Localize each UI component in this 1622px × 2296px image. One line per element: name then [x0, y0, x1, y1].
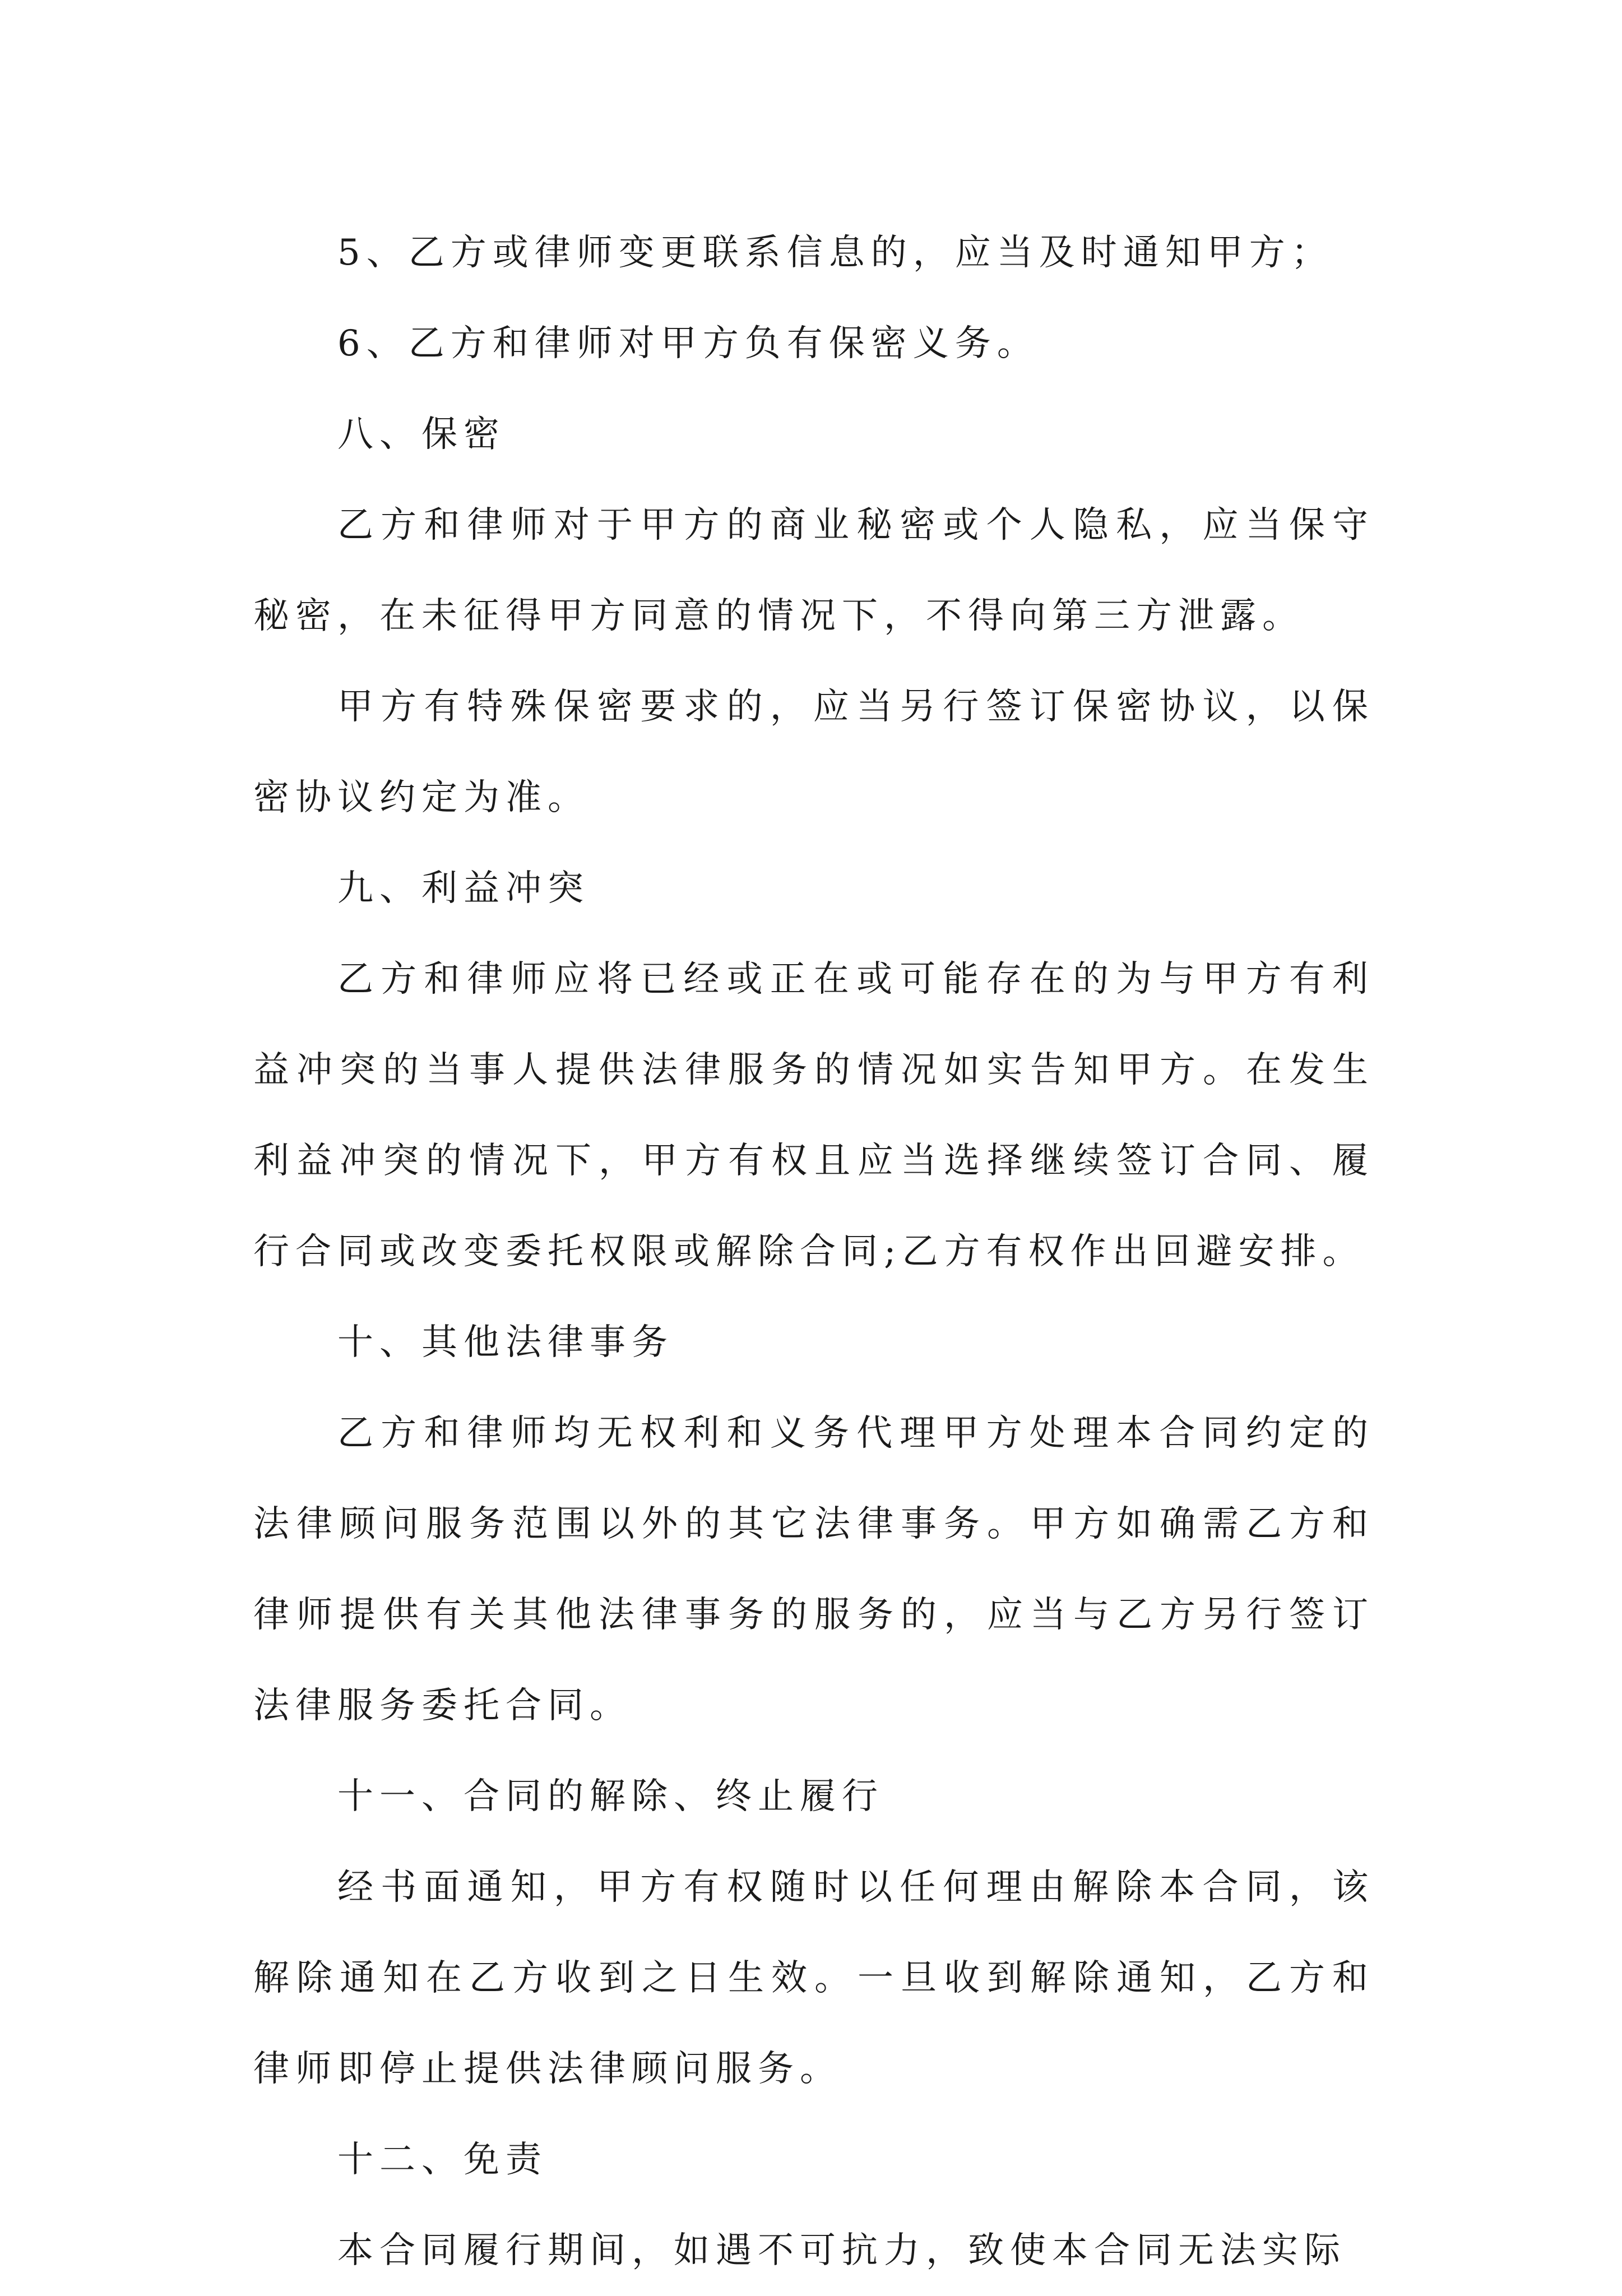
- conflict-of-interest-paragraph: 乙方和律师应将已经或正在或可能存在的为与甲方有利益冲突的当事人提供法律服务的情况如实告知甲方。在发生利益冲突的情况下，甲方有权且应当选择继续签订合同、履行合同或改变委托权限或解除合同;乙方有权作出回避安排。: [253, 959, 1374, 1272]
- section-heading-confidentiality: 八、保密: [337, 414, 506, 455]
- confidentiality-paragraph-1: 乙方和律师对于甲方的商业秘密或个人隐私，应当保守秘密，在未征得甲方同意的情况下，不得向第三方泄露。: [253, 504, 1374, 637]
- document-body: [253, 207, 1374, 2296]
- exemption-paragraph: 本合同履行期间，如遇不可抗力，致使本合同无法实际: [337, 2230, 1346, 2271]
- clause-item-5: 5、乙方或律师变更联系信息的，应当及时通知甲方；: [337, 232, 1333, 274]
- other-legal-matters-paragraph: 乙方和律师均无权利和义务代理甲方处理本合同约定的法律顾问服务范围以外的其它法律事务。甲方如确需乙方和律师提供有关其他法律事务的服务的，应当与乙方另行签订法律服务委托合同。: [253, 1413, 1374, 1726]
- section-heading-termination: 十一、合同的解除、终止履行: [337, 1776, 884, 1817]
- confidentiality-paragraph-2: 甲方有特殊保密要求的，应当另行签订保密协议，以保密协议约定为准。: [253, 686, 1374, 818]
- section-heading-conflict-of-interest: 九、利益冲突: [337, 868, 590, 909]
- section-heading-exemption: 十二、免责: [337, 2139, 548, 2181]
- section-heading-other-legal-matters: 十、其他法律事务: [337, 1322, 674, 1363]
- termination-paragraph: 经书面通知，甲方有权随时以任何理由解除本合同，该解除通知在乙方收到之日生效。一旦收到解除通知，乙方和律师即停止提供法律顾问服务。: [253, 1867, 1374, 2090]
- clause-item-6: 6、乙方和律师对甲方负有保密义务。: [337, 323, 1039, 364]
